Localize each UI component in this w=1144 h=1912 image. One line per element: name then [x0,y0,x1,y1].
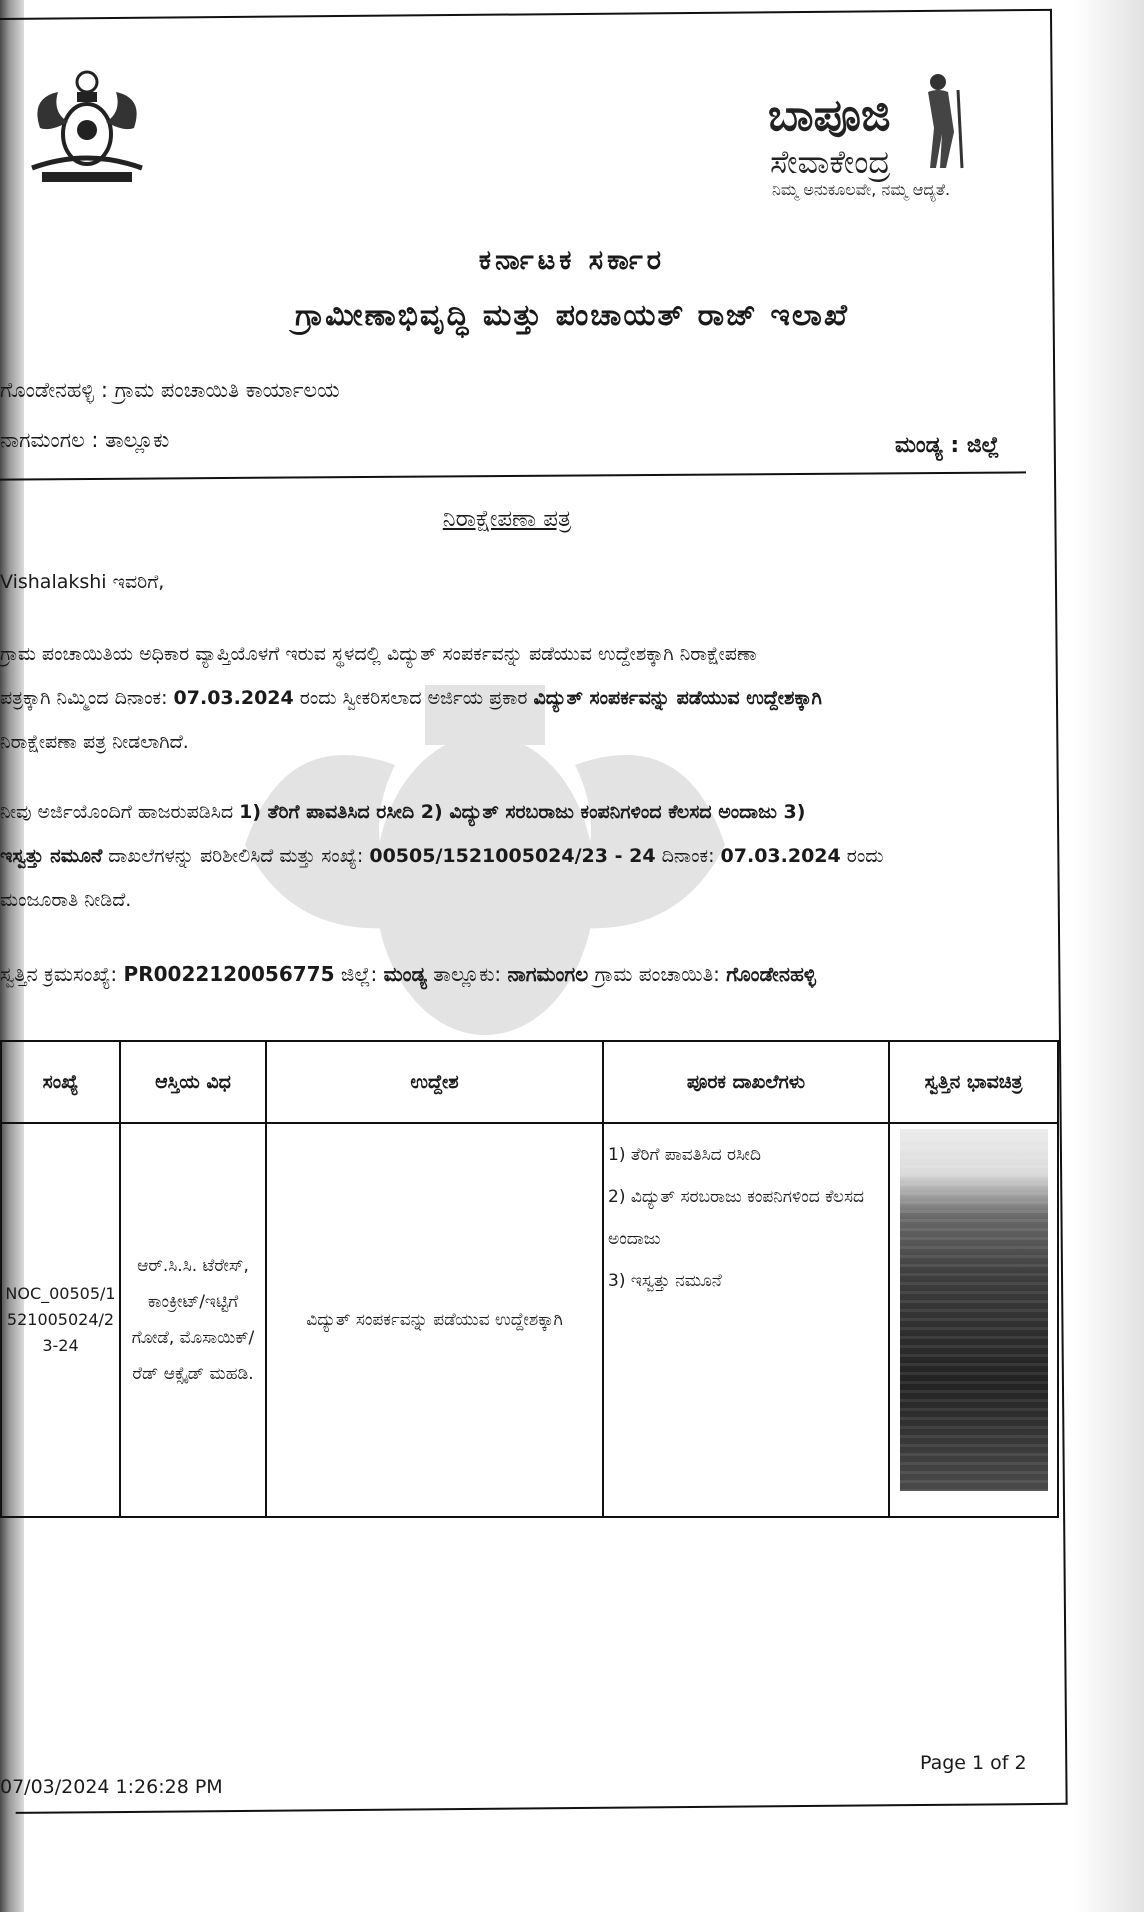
property-gp-label: ಗ್ರಾಮ ಪಂಚಾಯಿತಿ: [588,962,727,986]
header-number: ಸಂಖ್ಯೆ [1,1041,120,1123]
property-id: PR0022120056775 [123,962,335,986]
document-item: 2) ವಿದ್ಯುತ್ ಸರಬರಾಜು ಕಂಪನಿಗಳಿಂದ ಕೆಲಸದ ಅಂದಾಜು [608,1187,864,1249]
page-edge-shadow [1074,0,1144,1912]
taluk-label: ನಾಗಮಂಗಲ : ತಾಲ್ಲೂಕು [0,428,170,452]
para2-text: ನೀವು ಅರ್ಜಿಯೊಂದಿಗೆ ಹಾಜರುಪಡಿಸಿದ [0,801,240,823]
addressee: Vishalakshi ಇವರಿಗೆ, [0,571,165,593]
property-district-label: ಜಿಲ್ಲೆ: [334,962,384,986]
property-district: ಮಂಡ್ಯ [383,962,427,986]
property-photo [900,1129,1048,1491]
paragraph-1-line-2 [0,676,822,720]
paragraph-2-line-1 [0,790,884,834]
reference-number: 00505/1521005024/23 - 24 [369,845,656,867]
purpose-text: ವಿದ್ಯುತ್ ಸಂಪರ್ಕವನ್ನು ಪಡೆಯುವ ಉದ್ದೇಶಕ್ಕಾಗಿ [533,687,822,709]
print-timestamp: 07/03/2024 1:26:28 PM [0,1776,223,1798]
district-label: ಮಂಡ್ಯ : ಜಿಲ್ಲೆ [895,433,1000,458]
document-item: 1) ತೆರಿಗೆ ಪಾವತಿಸಿದ ರಸೀದಿ [608,1145,761,1165]
government-title: ಕರ್ನಾಟಕ ಸರ್ಕಾರ [478,245,666,276]
gandhi-figure-icon [910,70,972,170]
header-supporting-documents: ಪೂರಕ ದಾಖಲೆಗಳು [603,1041,889,1123]
logo-tagline: ನಿಮ್ಮ ಅನುಕೂಲವೇ, ನಮ್ಮ ಆದ್ಯತೆ. [772,180,951,199]
header-property-photo: ಸ್ವತ್ತಿನ ಭಾವಚಿತ್ರ [889,1041,1058,1123]
para1-text: ರಂದು ಸ್ವೀಕರಿಸಲಾದ ಅರ್ಜಿಯ ಪ್ರಕಾರ [293,687,534,709]
header-purpose: ಉದ್ದೇಶ [266,1041,603,1123]
document-item: 3) ಇಸ್ವತ್ತು ನಮೂನೆ [608,1271,722,1291]
document-title: ನಿರಾಕ್ಷೇಪಣಾ ಪತ್ರ [442,506,572,532]
paragraph-2 [0,790,884,922]
para2-text: ರಂದು [840,845,884,867]
property-type: ಆರ್.ಸಿ.ಸಿ. ಟೆರೇಸ್, ಕಾಂಕ್ರೀಟ್/ಇಟ್ಟಿಗೆ ಗೋಡೆ, ಮೊಸಾಯಿಕ್/ರೆಡ್ ಆಕ್ಸೈಡ್ ಮಹಡಿ. [120,1123,266,1517]
property-photo-cell [889,1123,1058,1517]
property-taluk: ನಾಗಮಂಗಲ [507,962,589,986]
application-date: 07.03.2024 [173,687,294,709]
paragraph-1 [0,632,822,764]
table-row [1,1123,1058,1517]
paragraph-1-line-1: ಗ್ರಾಮ ಪಂಚಾಯಿತಿಯ ಅಧಿಕಾರ ವ್ಯಾಪ್ತಿಯೊಳಗೆ ಇರುವ ಸ್ಥಳದಲ್ಲಿ ವಿದ್ಯುತ್ ಸಂಪರ್ಕವನ್ನು ಪಡೆಯುವ ಉದ್ದೇಶಕ್ಕಾಗಿ ನಿರಾಕ್ಷೇಪಣಾ [0,643,757,665]
document-name: ಇಸ್ವತ್ತು ನಮೂನೆ [0,845,103,867]
property-label: ಸ್ವತ್ತಿನ ಕ್ರಮಸಂಖ್ಯೆ: [0,962,124,986]
para2-text: ದಾಖಲೆಗಳನ್ನು ಪರಿಶೀಲಿಸಿದೆ ಮತ್ತು ಸಂಖ್ಯೆ: [102,845,370,867]
page-number: Page 1 of 2 [920,1752,1027,1774]
header-property-type: ಆಸ್ತಿಯ ವಿಧ [120,1041,266,1123]
table-header-row [1,1041,1058,1123]
para1-text: ಪತ್ರಕ್ಕಾಗಿ ನಿಮ್ಮಿಂದ ದಿನಾಂಕ: [0,687,174,709]
property-taluk-label: ತಾಲ್ಲೂಕು: [426,962,508,986]
documents-list: 1) ತೆರಿಗೆ ಪಾವತಿಸಿದ ರಸೀದಿ 2) ವಿದ್ಯುತ್ ಸರಬರಾಜು ಕಂಪನಿಗಳಿಂದ ಕೆಲಸದ ಅಂದಾಜು 3) [239,801,806,823]
paragraph-1-line-3: ನಿರಾಕ್ಷೇಪಣಾ ಪತ್ರ ನೀಡಲಾಗಿದೆ. [0,731,189,753]
property-gp: ಗೊಂಡೇನಹಳ್ಳಿ [726,962,816,986]
logo-subtitle: ಸೇವಾಕೇಂದ್ರ [770,143,891,181]
approval-date: 07.03.2024 [720,845,841,867]
noc-number: NOC_00505/1521005024/23-24 [1,1123,120,1517]
logo-title: ಬಾಪೂಜಿ [768,90,891,141]
para2-text: ದಿನಾಂಕ: [655,845,721,867]
department-title: ಗ್ರಾಮೀಣಾಭಿವೃದ್ಧಿ ಮತ್ತು ಪಂಚಾಯತ್ ರಾಜ್ ಇಲಾಖೆ [295,298,849,333]
purpose: ವಿದ್ಯುತ್ ಸಂಪರ್ಕವನ್ನು ಪಡೆಯುವ ಉದ್ದೇಶಕ್ಕಾಗಿ [266,1123,603,1517]
property-details [0,952,816,996]
paragraph-2-line-3: ಮಂಜೂರಾತಿ ನೀಡಿದೆ. [0,889,132,911]
noc-table [0,1040,1059,1518]
supporting-documents [603,1123,889,1517]
panchayat-office: ಗೊಂಡೇನಹಳ್ಳಿ : ಗ್ರಾಮ ಪಂಚಾಯಿತಿ ಕಾರ್ಯಾಲಯ [0,378,340,402]
paragraph-2-line-2 [0,834,884,878]
karnataka-emblem-icon [22,68,152,188]
